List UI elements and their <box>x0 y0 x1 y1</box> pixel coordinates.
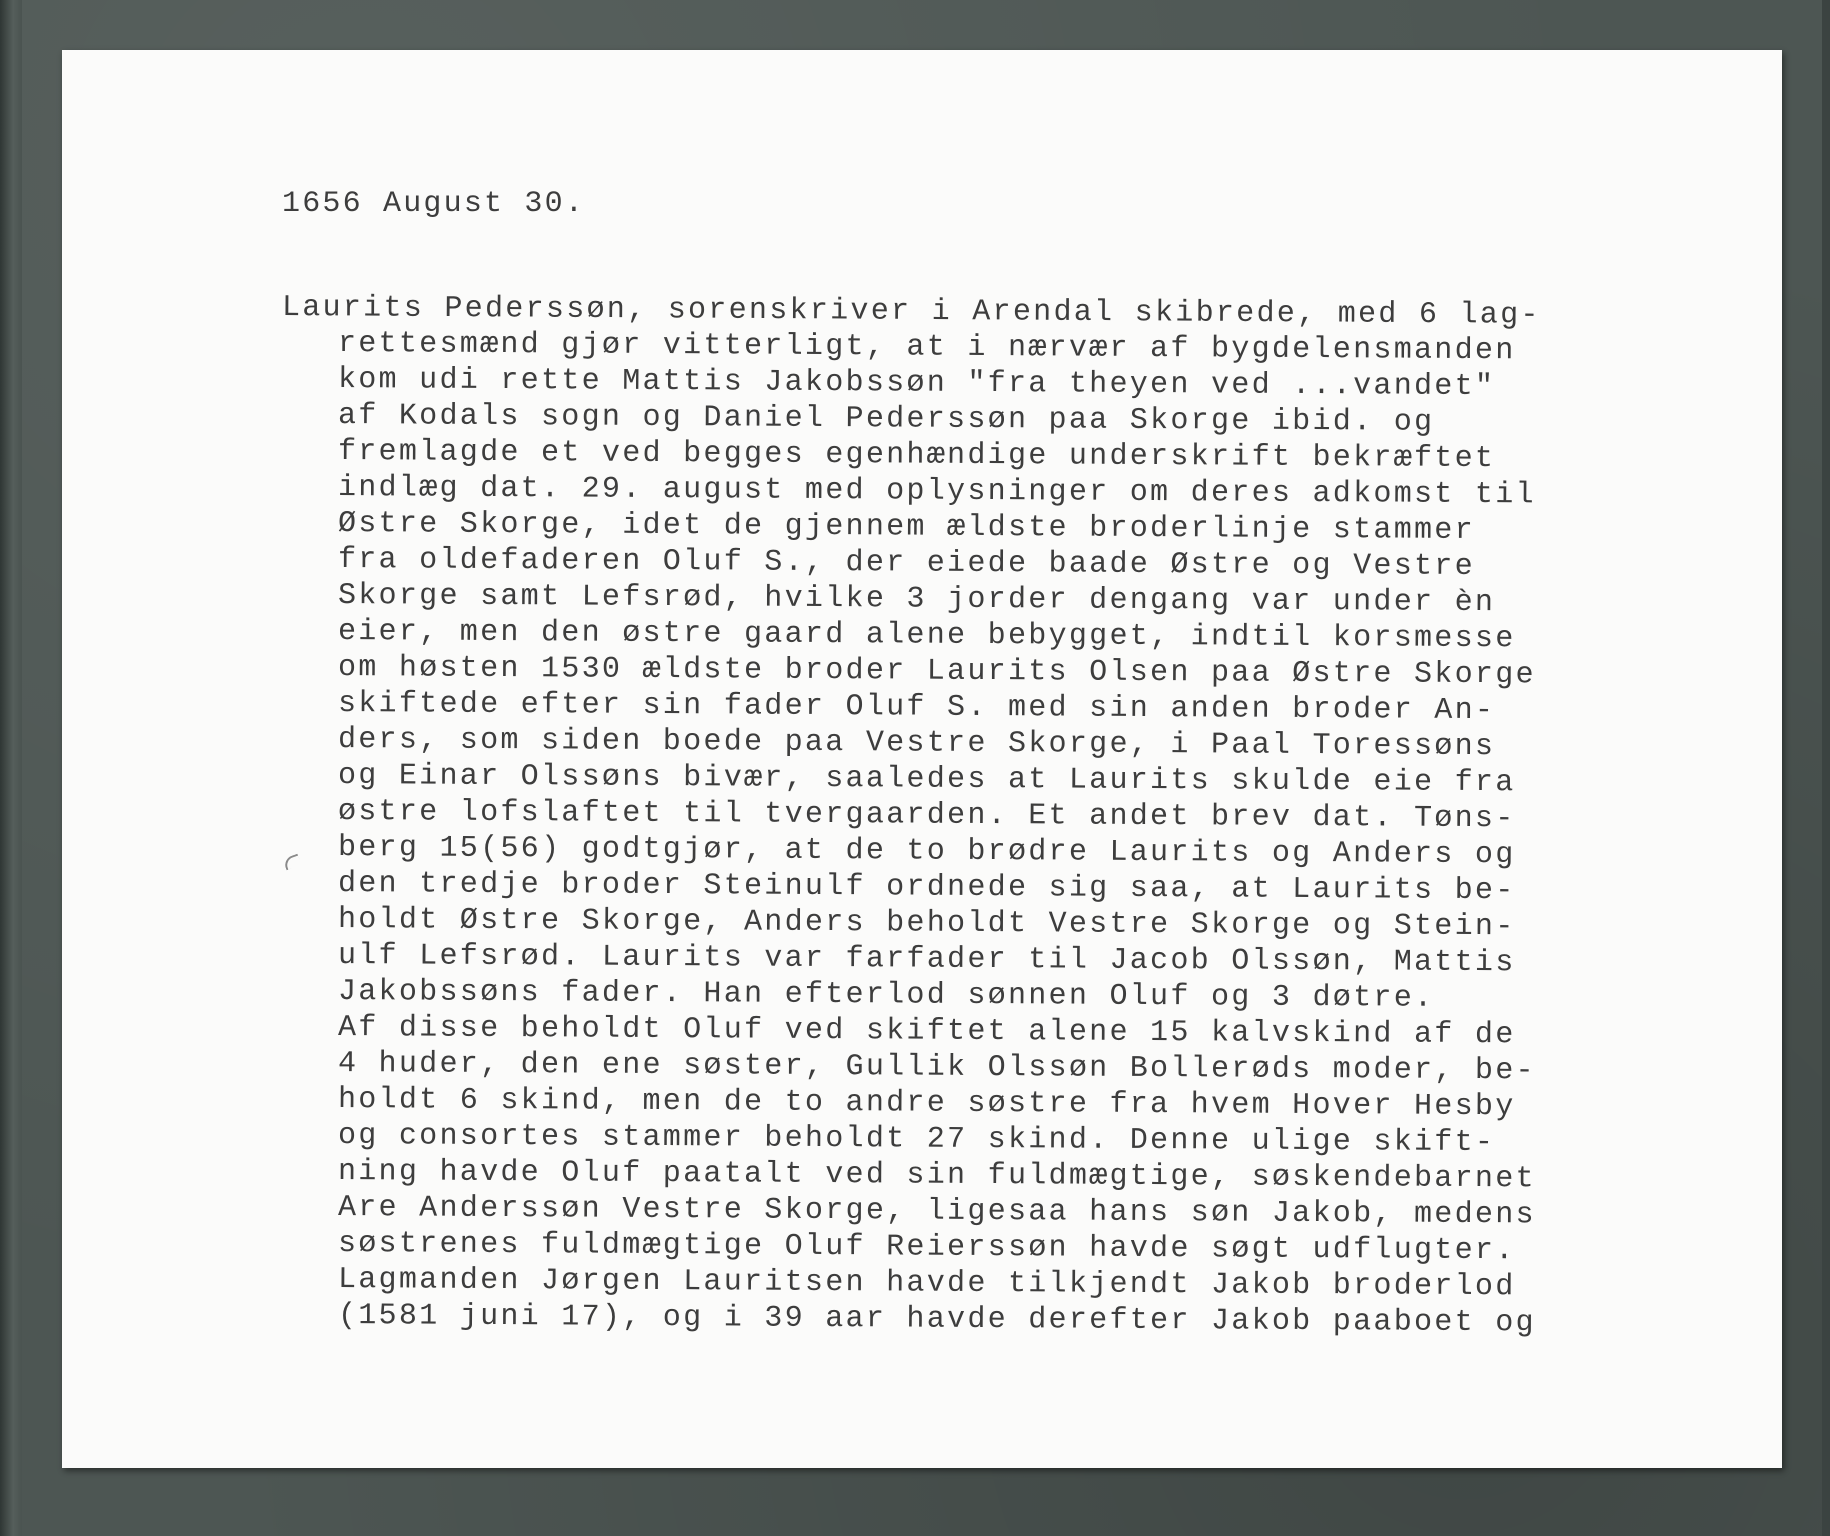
body-line: eier, men den østre gaard alene bebygget, indtil korsmesse <box>337 615 1516 657</box>
body-line: af Kodals sogn og Daniel Pederssøn paa Skorge ibid. og <box>337 399 1435 440</box>
document-body <box>281 290 1718 1341</box>
body-line: (1581 juni 17), og i 39 aar havde derefter Jakob paaboet og <box>337 1299 1536 1341</box>
body-line: Østre Skorge, idet de gjennem ældste broderlinje stammer <box>337 507 1476 548</box>
body-line: holdt 6 skind, men de to andre søstre fra hvem Hover Hesby <box>337 1083 1516 1125</box>
body-line: holdt Østre Skorge, Anders beholdt Vestre Skorge og Stein- <box>337 903 1516 945</box>
body-line: østre lofslaftet til tvergaarden. Et andet brev dat. Tøns- <box>337 795 1516 837</box>
body-line: søstrenes fuldmægtige Oluf Reierssøn havde søgt udflugter. <box>337 1227 1516 1269</box>
body-line: berg 15(56) godtgjør, at de to brødre Laurits og Anders og <box>337 831 1516 873</box>
body-line: og consortes stammer beholdt 27 skind. Denne ulige skift- <box>337 1119 1496 1161</box>
body-line: Af disse beholdt Oluf ved skiftet alene 15 kalvskind af de <box>337 1011 1516 1053</box>
body-line: fra oldefaderen Oluf S., der eiede baade Østre og Vestre <box>337 543 1476 584</box>
body-line: fremlagde et ved begges egenhændige underskrift bekræftet <box>337 435 1496 477</box>
body-line: Laurits Pederssøn, sorenskriver i Arendal skibrede, med 6 lag- <box>281 291 1541 333</box>
body-line: ulf Lefsrød. Laurits var farfader til Jacob Olssøn, Mattis <box>337 939 1516 981</box>
right-edge <box>1822 0 1830 1536</box>
body-line: 4 huder, den ene søster, Gullik Olssøn Bollerøds moder, be- <box>337 1047 1536 1089</box>
body-line: Jakobssøns fader. Han efterlod sønnen Oluf og 3 døtre. <box>337 975 1435 1016</box>
body-line: Lagmanden Jørgen Lauritsen havde tilkjendt Jakob broderlod <box>337 1263 1516 1305</box>
body-line: den tredje broder Steinulf ordnede sig saa, at Laurits be- <box>337 867 1516 909</box>
body-line: om høsten 1530 ældste broder Laurits Olsen paa Østre Skorge <box>337 651 1536 693</box>
body-line: og Einar Olssøns bivær, saaledes at Laurits skulde eie fra <box>337 759 1516 801</box>
body-line: kom udi rette Mattis Jakobssøn "fra theyen ved ...vandet" <box>337 363 1496 405</box>
binder-edge <box>0 0 22 1536</box>
body-line: Are Anderssøn Vestre Skorge, ligesaa hans søn Jakob, medens <box>337 1191 1536 1233</box>
body-line: ning havde Oluf paatalt ved sin fuldmægtige, søskendebarnet <box>337 1155 1536 1197</box>
body-line: indlæg dat. 29. august med oplysninger om deres adkomst til <box>337 471 1536 513</box>
body-line: skiftede efter sin fader Oluf S. med sin anden broder An- <box>337 687 1496 729</box>
body-line: rettesmænd gjør vitterligt, at i nærvær af bygdelensmanden <box>337 327 1516 369</box>
body-line: Skorge samt Lefsrød, hvilke 3 jorder dengang var under èn <box>337 579 1496 621</box>
document-date-heading: 1656 August 30. <box>282 187 586 221</box>
body-line: ders, som siden boede paa Vestre Skorge, i Paal Toressøns <box>337 723 1496 765</box>
